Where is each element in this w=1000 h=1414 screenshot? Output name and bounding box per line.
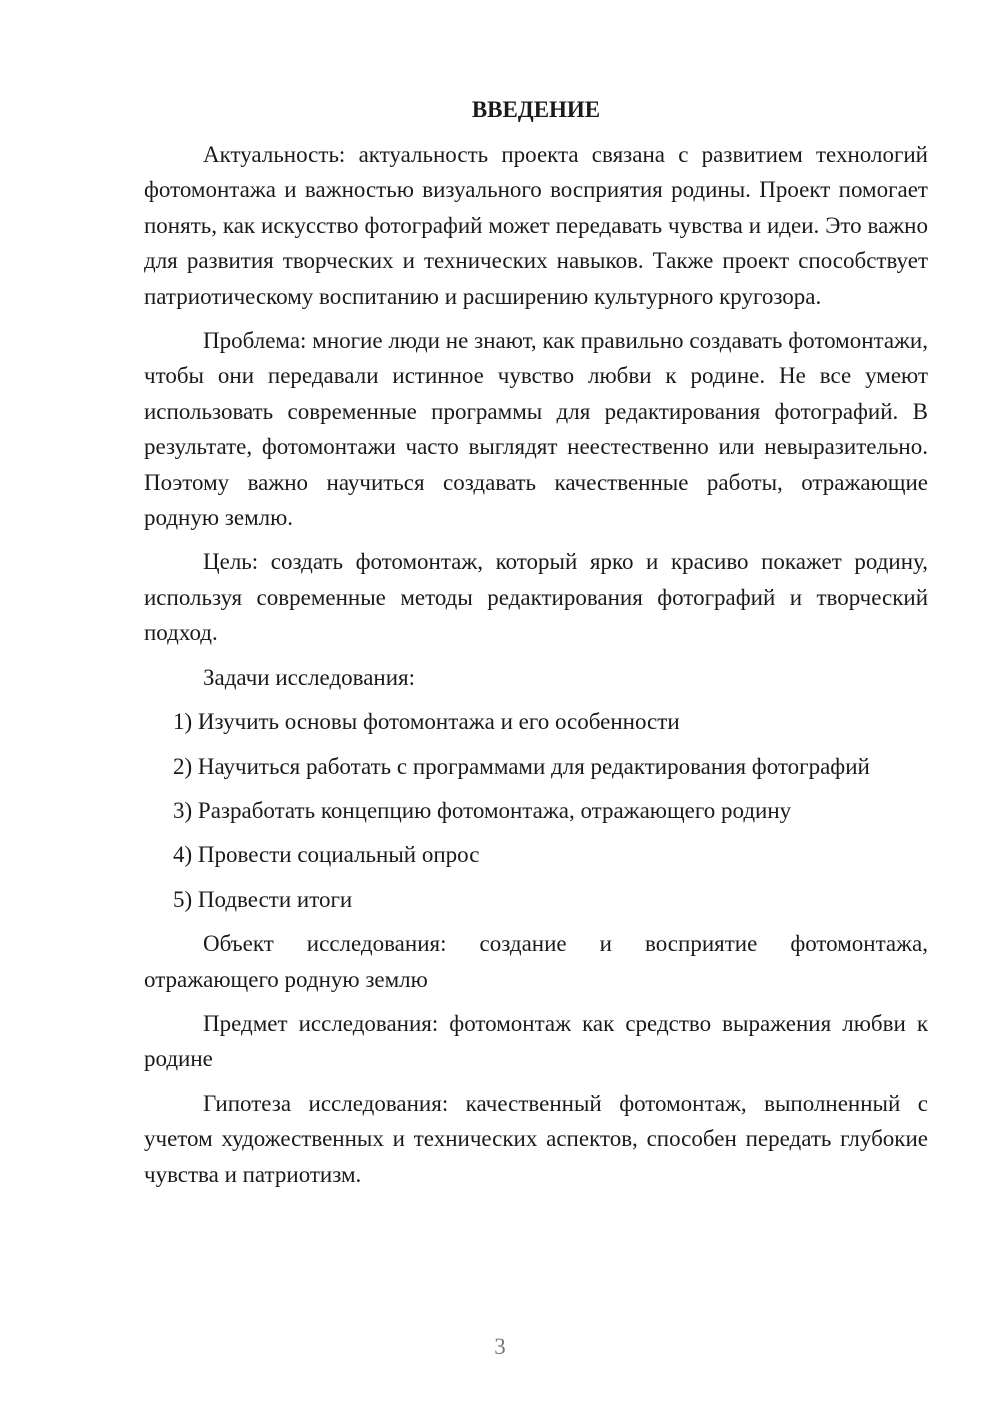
task-item-4: 4) Провести социальный опрос [173, 842, 480, 868]
paragraph-subject: Предмет исследования: фотомонтаж как средство выражения любви к родине [144, 1010, 928, 1072]
paragraph-object: Объект исследования: создание и восприятие фотомонтажа, отражающего родную землю [144, 931, 928, 992]
paragraph-goal: Цель: создать фотомонтаж, который ярко и красиво покажет родину, используя современные методы редактирования фотографий и творческий подход. [144, 549, 928, 646]
page-number: 3 [494, 1334, 506, 1359]
task-item-3: 3) Разработать концепцию фотомонтажа, отражающего родину [173, 797, 792, 823]
section-title: ВВЕДЕНИЕ [471, 97, 601, 122]
paragraph-problem: Проблема: многие люди не знают, как правильно создавать фотомонтажи, чтобы они передавали истинное чувство любви к родине. Не все умеют использовать современные программы для редактирования фотографий. В результате, фотомонтажи часто выглядят неестественно или невыразительно. Поэтому важно научиться создавать качественные работы, отражающие родную землю. [144, 328, 928, 531]
task-item-1: 1) Изучить основы фотомонтажа и его особенности [173, 709, 680, 735]
document-page [144, 92, 928, 1201]
paragraph-relevance: Актуальность: актуальность проекта связана с развитием технологий фотомонтажа и важностью визуального восприятия родины. Проект помогает понять, как искусство фотографий может передавать чувства и идеи. Это важно для развития творческих и технических навыков. Также проект способствует патриотическому воспитанию и расширению культурного кругозора. [144, 142, 928, 309]
task-item-2: 2) Научиться работать с программами для редактирования фотографий [173, 753, 870, 779]
tasks-heading: Задачи исследования: [203, 664, 416, 690]
paragraph-hypothesis: Гипотеза исследования: качественный фотомонтаж, выполненный с учетом художественных и технических аспектов, способен передать глубокие чувства и патриотизм. [144, 1090, 928, 1187]
task-item-5: 5) Подвести итоги [173, 886, 353, 912]
